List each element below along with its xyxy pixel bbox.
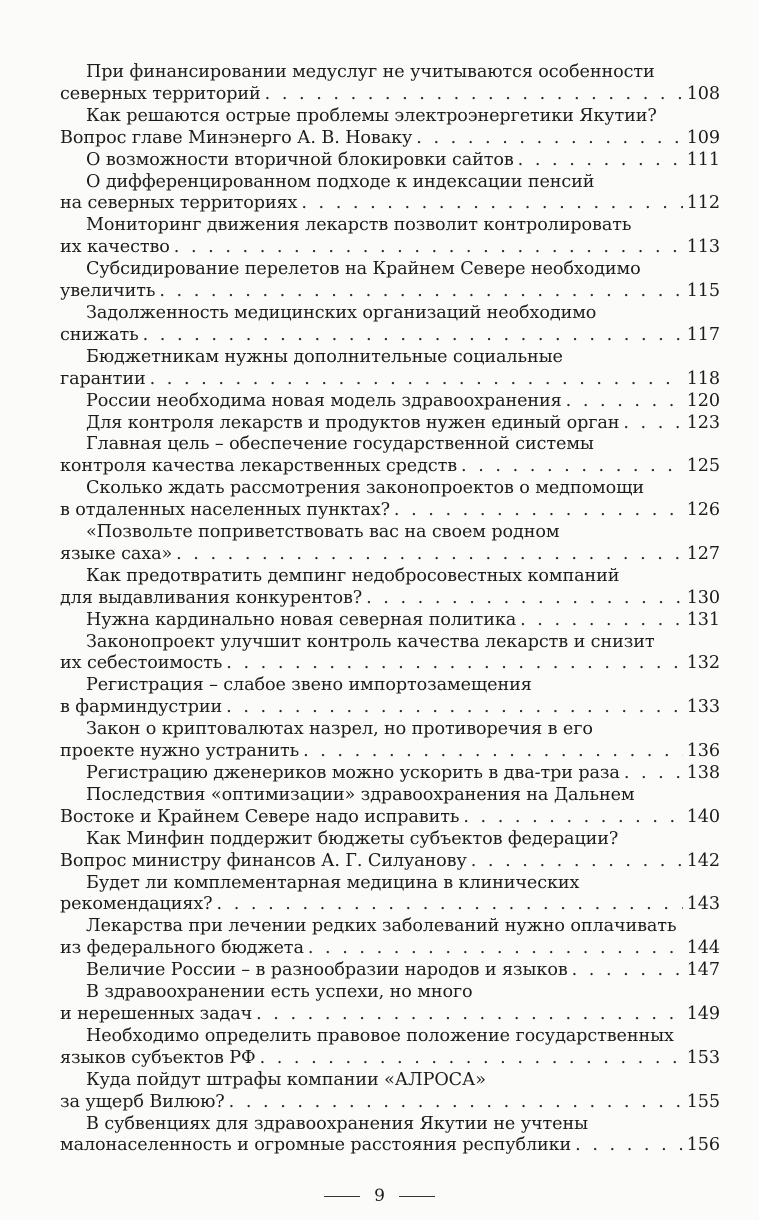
toc-entry[interactable] — [60, 675, 720, 719]
toc-entry-title-line-1: Как предотвратить демпинг недобросовестных компаний — [86, 565, 620, 586]
dot-leader — [575, 1135, 683, 1157]
toc-entry-title-line-1: Бюджетникам нужны дополнительные социальные — [86, 346, 563, 367]
toc-entry-title-line-1: Лекарства при лечении редких заболеваний нужно оплачивать — [86, 916, 677, 937]
toc-entry[interactable] — [60, 982, 720, 1026]
toc-entry[interactable] — [60, 873, 720, 917]
dot-leader — [217, 894, 683, 916]
dot-leader — [159, 281, 682, 303]
toc-entry-title-line-2: Нужна кардинально новая северная политика — [86, 609, 517, 630]
toc-entry-leader-line — [60, 84, 720, 106]
toc-entry-leader-line — [60, 456, 720, 478]
toc-entry[interactable] — [60, 1114, 720, 1158]
toc-entry-title-line-1: Последствия «оптимизации» здравоохранения на Дальнем — [86, 784, 635, 805]
toc-entry-leader-line — [60, 938, 720, 960]
toc-entry-title-line-2: Регистрацию дженериков можно ускорить в два-три раза — [86, 763, 620, 783]
toc-entry-title-line-2: в отдаленных населенных пунктах? — [60, 500, 390, 521]
dot-leader — [301, 193, 682, 215]
toc-entry-title-line-2: и нерешенных задач — [60, 1003, 253, 1024]
dot-leader — [176, 544, 683, 566]
toc-entry-page-number: 143 — [686, 894, 720, 915]
footer-rule-right — [399, 1196, 435, 1197]
toc-entry-title-line-2: их качество — [60, 237, 170, 258]
toc-entry-title-line-2: Величие России – в разнообразии народов и языков — [86, 960, 568, 981]
toc-entry-page-number: 108 — [686, 83, 720, 104]
toc-entry-title-line-1: В субвенциях для здравоохранения Якутии не учтены — [86, 1113, 588, 1134]
footer-rule-left — [324, 1196, 360, 1197]
toc-entry-page-number: 115 — [686, 281, 720, 302]
toc-entry[interactable] — [60, 434, 720, 478]
toc-entry[interactable] — [60, 916, 720, 960]
toc-entry[interactable] — [60, 347, 720, 391]
toc-entry-title-line-1: Необходимо определить правовое положение государственных — [86, 1025, 674, 1046]
toc-entry[interactable] — [60, 303, 720, 347]
toc-entry-leader-line — [60, 281, 720, 303]
toc-entry-title-line-2: на северных территориях — [60, 193, 298, 214]
toc-entry-page-number: 112 — [686, 193, 720, 214]
dot-leader — [566, 391, 683, 413]
dot-leader — [572, 960, 683, 982]
toc-entry[interactable] — [60, 719, 720, 763]
toc-entry-title-line-2: для выдавливания конкурентов? — [60, 587, 363, 608]
toc-entry-page-number: 153 — [686, 1047, 720, 1068]
toc-entry-leader-line — [60, 369, 720, 391]
toc-entry[interactable] — [60, 763, 720, 785]
toc-entry-page-number: 123 — [686, 412, 720, 433]
dot-leader — [256, 1004, 683, 1026]
toc-entry-leader-line — [60, 544, 720, 566]
toc-entry-leader-line — [60, 653, 720, 675]
toc-entry[interactable] — [60, 829, 720, 873]
toc-entry-title-line-2: их себестоимость — [60, 653, 223, 674]
toc-entry-title-line-2: рекомендациях? — [60, 894, 213, 915]
dot-leader — [226, 653, 682, 675]
dot-leader — [624, 763, 683, 785]
toc-entry-title-line-2: языке саха» — [60, 543, 173, 564]
toc-entry-page-number: 156 — [686, 1135, 720, 1156]
toc-entry-page-number: 149 — [686, 1003, 720, 1024]
toc-entry[interactable] — [60, 566, 720, 610]
toc-entry-title-line-1: Как решаются острые проблемы электроэнергетики Якутии? — [86, 105, 657, 126]
toc-entry-leader-line — [60, 128, 720, 150]
toc-entry-page-number: 117 — [686, 324, 720, 345]
toc-entry[interactable] — [60, 391, 720, 413]
toc-entry-title-line-1: Как Минфин поддержит бюджеты субъектов федерации? — [86, 828, 619, 849]
toc-entry-leader-line — [60, 150, 720, 172]
toc-entry-title-line-2: за ущерб Вилюю? — [60, 1091, 225, 1112]
dot-leader — [518, 150, 683, 172]
toc-entry-title-line-1: Сколько ждать рассмотрения законопроектов о медпомощи — [86, 478, 644, 499]
toc-entry-title-line-2: Для контроля лекарств и продуктов нужен единый орган — [86, 412, 620, 433]
toc-entry-title-line-1: Мониторинг движения лекарств позволит контролировать — [86, 215, 632, 236]
toc-entry-page-number: 130 — [686, 587, 720, 608]
toc-entry[interactable] — [60, 106, 720, 150]
toc-entry[interactable] — [60, 785, 720, 829]
dot-leader — [463, 807, 682, 829]
toc-entry[interactable] — [60, 1026, 720, 1070]
toc-entry-title-line-2: из федерального бюджета — [60, 938, 304, 959]
toc-entry-title-line-2: Вопрос министру финансов А. Г. Силуанову — [60, 850, 467, 871]
toc-entry-title-line-1: Задолженность медицинских организаций необходимо — [86, 302, 597, 323]
toc-entry-page-number: 132 — [686, 653, 720, 674]
toc-entry-title-line-1: Куда пойдут штрафы компании «АЛРОСА» — [86, 1069, 486, 1090]
dot-leader — [226, 697, 683, 719]
dot-leader — [143, 325, 683, 347]
toc-entry-leader-line — [60, 1048, 720, 1070]
toc-entry-title-line-1: При финансировании медуслуг не учитываются особенности — [86, 62, 655, 82]
dot-leader — [416, 128, 682, 150]
toc-entry[interactable] — [60, 478, 720, 522]
toc-entry-title-line-2: языков субъектов РФ — [60, 1047, 256, 1068]
toc-entry-leader-line — [60, 851, 720, 873]
toc-entry[interactable] — [60, 610, 720, 632]
toc-entry[interactable] — [60, 150, 720, 172]
toc-entry-page-number: 126 — [686, 500, 720, 521]
toc-entry-page-number: 155 — [686, 1091, 720, 1112]
toc-entry-page-number: 127 — [686, 543, 720, 564]
table-of-contents — [60, 62, 720, 1157]
dot-leader — [366, 588, 683, 610]
toc-entry-leader-line — [60, 894, 720, 916]
toc-entry-leader-line — [60, 610, 720, 632]
toc-entry-leader-line — [60, 960, 720, 982]
toc-entry-leader-line — [60, 1135, 720, 1157]
toc-entry[interactable] — [60, 413, 720, 435]
toc-entry-page-number: 138 — [686, 763, 720, 783]
toc-entry-title-line-1: Регистрация – слабое звено импортозамещения — [86, 675, 532, 696]
dot-leader — [265, 84, 683, 106]
toc-entry-leader-line — [60, 763, 720, 785]
toc-entry-page-number: 136 — [686, 741, 720, 762]
toc-entry-title-line-2: снижать — [60, 324, 139, 345]
toc-entry-leader-line — [60, 413, 720, 435]
toc-entry-title-line-2: Вопрос главе Минэнерго А. В. Новаку — [60, 127, 413, 148]
toc-entry-title-line-2: в фарминдустрии — [60, 697, 223, 718]
toc-entry-title-line-2: увеличить — [60, 281, 156, 302]
toc-entry[interactable] — [60, 522, 720, 566]
dot-leader — [260, 1048, 683, 1070]
page-number: 9 — [374, 1186, 385, 1206]
toc-entry[interactable] — [60, 960, 720, 982]
toc-entry[interactable] — [60, 172, 720, 216]
toc-entry-leader-line — [60, 588, 720, 610]
toc-entry-page-number: 113 — [686, 237, 720, 258]
toc-entry-page-number: 131 — [686, 609, 720, 630]
toc-entry-leader-line — [60, 1004, 720, 1026]
toc-entry-title-line-1: Субсидирование перелетов на Крайнем Севере необходимо — [86, 259, 641, 280]
toc-entry-page-number: 111 — [686, 149, 720, 170]
toc-entry-leader-line — [60, 193, 720, 215]
toc-entry-title-line-2: Востоке и Крайнем Севере надо исправить — [60, 806, 460, 827]
toc-entry-title-line-2: проекте нужно устранить — [60, 741, 300, 762]
toc-entry-title-line-1: Закон о криптовалютах назрел, но противоречия в его — [86, 719, 593, 740]
toc-entry-page-number: 147 — [686, 960, 720, 981]
dot-leader — [308, 938, 683, 960]
toc-entry-leader-line — [60, 325, 720, 347]
dot-leader — [461, 456, 683, 478]
toc-entry-title-line-1: Главная цель – обеспечение государственной системы — [86, 434, 594, 455]
toc-entry-page-number: 140 — [686, 806, 720, 827]
page-footer — [0, 1186, 759, 1206]
toc-entry-page-number: 142 — [686, 850, 720, 871]
toc-entry-page-number: 144 — [686, 938, 720, 959]
toc-entry-leader-line — [60, 237, 720, 259]
toc-entry[interactable] — [60, 1070, 720, 1114]
dot-leader — [394, 500, 683, 522]
toc-entry-title-line-2: северных территорий — [60, 83, 261, 104]
toc-entry-page-number: 120 — [686, 390, 720, 411]
toc-entry-title-line-1: О дифференцированном подходе к индексации пенсий — [86, 171, 595, 192]
toc-entry-title-line-1: «Позвольте поприветствовать вас на своем родном — [86, 522, 560, 543]
toc-entry-leader-line — [60, 807, 720, 829]
toc-entry-title-line-2: О возможности вторичной блокировки сайтов — [86, 149, 514, 170]
toc-entry-leader-line — [60, 1092, 720, 1114]
toc-entry-leader-line — [60, 500, 720, 522]
toc-entry-title-line-1: Законопроект улучшит контроль качества лекарств и снизит — [86, 631, 655, 652]
toc-entry-title-line-2: гарантии — [60, 368, 146, 389]
toc-entry-page-number: 125 — [686, 456, 720, 477]
toc-entry-title-line-2: контроля качества лекарственных средств — [60, 456, 458, 477]
dot-leader — [150, 369, 683, 391]
dot-leader — [623, 413, 682, 435]
dot-leader — [229, 1092, 683, 1114]
dot-leader — [303, 741, 683, 763]
toc-entry[interactable] — [60, 62, 720, 106]
toc-entry[interactable] — [60, 215, 720, 259]
toc-entry-leader-line — [60, 697, 720, 719]
toc-entry-page-number: 109 — [686, 127, 720, 148]
toc-entry-page-number: 118 — [686, 368, 720, 389]
toc-entry-leader-line — [60, 741, 720, 763]
toc-entry-title-line-1: В здравоохранении есть успехи, но много — [86, 982, 473, 1003]
toc-entry[interactable] — [60, 632, 720, 676]
toc-entry-title-line-1: Будет ли комплементарная медицина в клинических — [86, 872, 580, 893]
dot-leader — [174, 237, 683, 259]
toc-entry-page-number: 133 — [686, 697, 720, 718]
dot-leader — [520, 610, 683, 632]
toc-entry-title-line-2: России необходима новая модель здравоохранения — [86, 390, 562, 411]
toc-entry-title-line-2: малонаселенность и огромные расстояния республики — [60, 1135, 572, 1156]
toc-entry[interactable] — [60, 259, 720, 303]
dot-leader — [471, 851, 683, 873]
toc-entry-leader-line — [60, 391, 720, 413]
